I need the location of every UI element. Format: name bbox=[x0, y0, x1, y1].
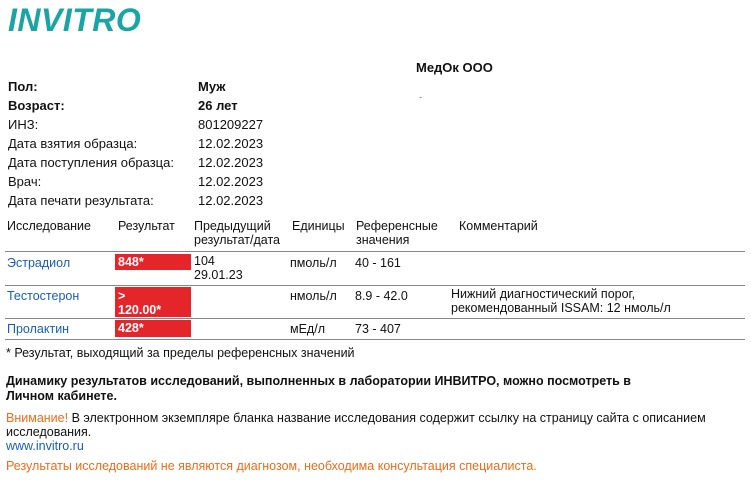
info-value: 26 лет bbox=[198, 98, 238, 113]
result-value: 428* bbox=[118, 321, 144, 335]
result-flag bbox=[115, 254, 191, 270]
info-value: 12.02.2023 bbox=[198, 174, 264, 189]
header-previous bbox=[194, 219, 280, 247]
table-divider bbox=[5, 285, 745, 286]
invitro-logo: INVITRO bbox=[8, 2, 142, 38]
test-link[interactable]: Пролактин bbox=[7, 322, 70, 336]
info-label: ИНЗ: bbox=[8, 117, 39, 132]
comment-line2: рекомендованный ISSAM: 12 нмоль/л bbox=[451, 301, 671, 315]
previous-date: 29.01.23 bbox=[194, 268, 243, 282]
warning-text: В электронном экземпляре бланка название исследования содержит ссылку на страницу сайта с описанием bbox=[68, 411, 706, 425]
warning-label: Внимание! bbox=[6, 411, 69, 425]
reference: 8.9 - 42.0 bbox=[355, 289, 408, 303]
result-value: 848* bbox=[118, 255, 144, 269]
result-flag bbox=[115, 320, 191, 337]
info-value: Муж bbox=[198, 79, 226, 94]
info-label: Дата взятия образца: bbox=[8, 136, 138, 151]
dynamics-line2: Личном кабинете. bbox=[6, 389, 117, 403]
info-value: 12.02.2023 bbox=[198, 136, 264, 151]
info-label: Врач: bbox=[8, 174, 42, 189]
header-test: Исследование bbox=[7, 219, 91, 233]
test-link[interactable]: Тестостерон bbox=[7, 289, 80, 303]
result-prefix: > bbox=[118, 289, 126, 303]
website-link[interactable]: www.invitro.ru bbox=[6, 439, 84, 453]
footnote: * Результат, выходящий за пределы референсных значений bbox=[6, 346, 355, 360]
header-comment: Комментарий bbox=[459, 219, 538, 233]
table-row bbox=[0, 287, 751, 317]
table-row bbox=[0, 254, 751, 284]
header-units: Единицы bbox=[292, 219, 345, 233]
info-value: 801209227 bbox=[198, 117, 264, 132]
dynamics-notice bbox=[6, 374, 631, 404]
info-label: Дата поступления образца: bbox=[8, 155, 174, 170]
result-value: 120.00* bbox=[118, 303, 162, 317]
lab-name: МедОк ООО bbox=[416, 60, 493, 75]
previous-value bbox=[194, 254, 243, 282]
result-flag bbox=[115, 287, 191, 317]
warning-notice bbox=[6, 411, 706, 453]
info-value: 12.02.2023 bbox=[198, 155, 264, 170]
info-label: Пол: bbox=[8, 79, 38, 94]
table-divider bbox=[5, 251, 745, 252]
test-link[interactable]: Эстрадиол bbox=[7, 256, 71, 270]
warning-text-line2: исследования. bbox=[6, 425, 92, 439]
table-divider bbox=[5, 339, 745, 340]
comment bbox=[451, 287, 671, 315]
reference: 73 - 407 bbox=[355, 322, 401, 336]
reference: 40 - 161 bbox=[355, 256, 401, 270]
info-value: 12.02.2023 bbox=[198, 193, 264, 208]
units: нмоль/л bbox=[290, 289, 337, 303]
header-reference bbox=[356, 219, 438, 247]
table-divider bbox=[5, 318, 745, 319]
units: мЕд/л bbox=[290, 322, 325, 336]
info-label: Дата печати результата: bbox=[8, 193, 154, 208]
comment-line1: Нижний диагностический порог, bbox=[451, 287, 636, 301]
table-row bbox=[0, 320, 751, 337]
disclaimer: Результаты исследований не являются диагнозом, необходима консультация специалиста. bbox=[6, 459, 537, 473]
lab-sub: - bbox=[419, 92, 422, 102]
header-result: Результат bbox=[118, 219, 175, 233]
dynamics-line1: Динамику результатов исследований, выполненных в лаборатории ИНВИТРО, можно посмотреть в bbox=[6, 374, 631, 388]
info-label: Возраст: bbox=[8, 98, 65, 113]
header-reference-line2: значения bbox=[356, 233, 410, 247]
header-previous-line2: результат/дата bbox=[194, 233, 280, 247]
units: пмоль/л bbox=[290, 256, 337, 270]
previous-result: 104 bbox=[194, 254, 215, 268]
header-previous-line1: Предыдущий bbox=[194, 219, 271, 233]
header-reference-line1: Референсные bbox=[356, 219, 438, 233]
